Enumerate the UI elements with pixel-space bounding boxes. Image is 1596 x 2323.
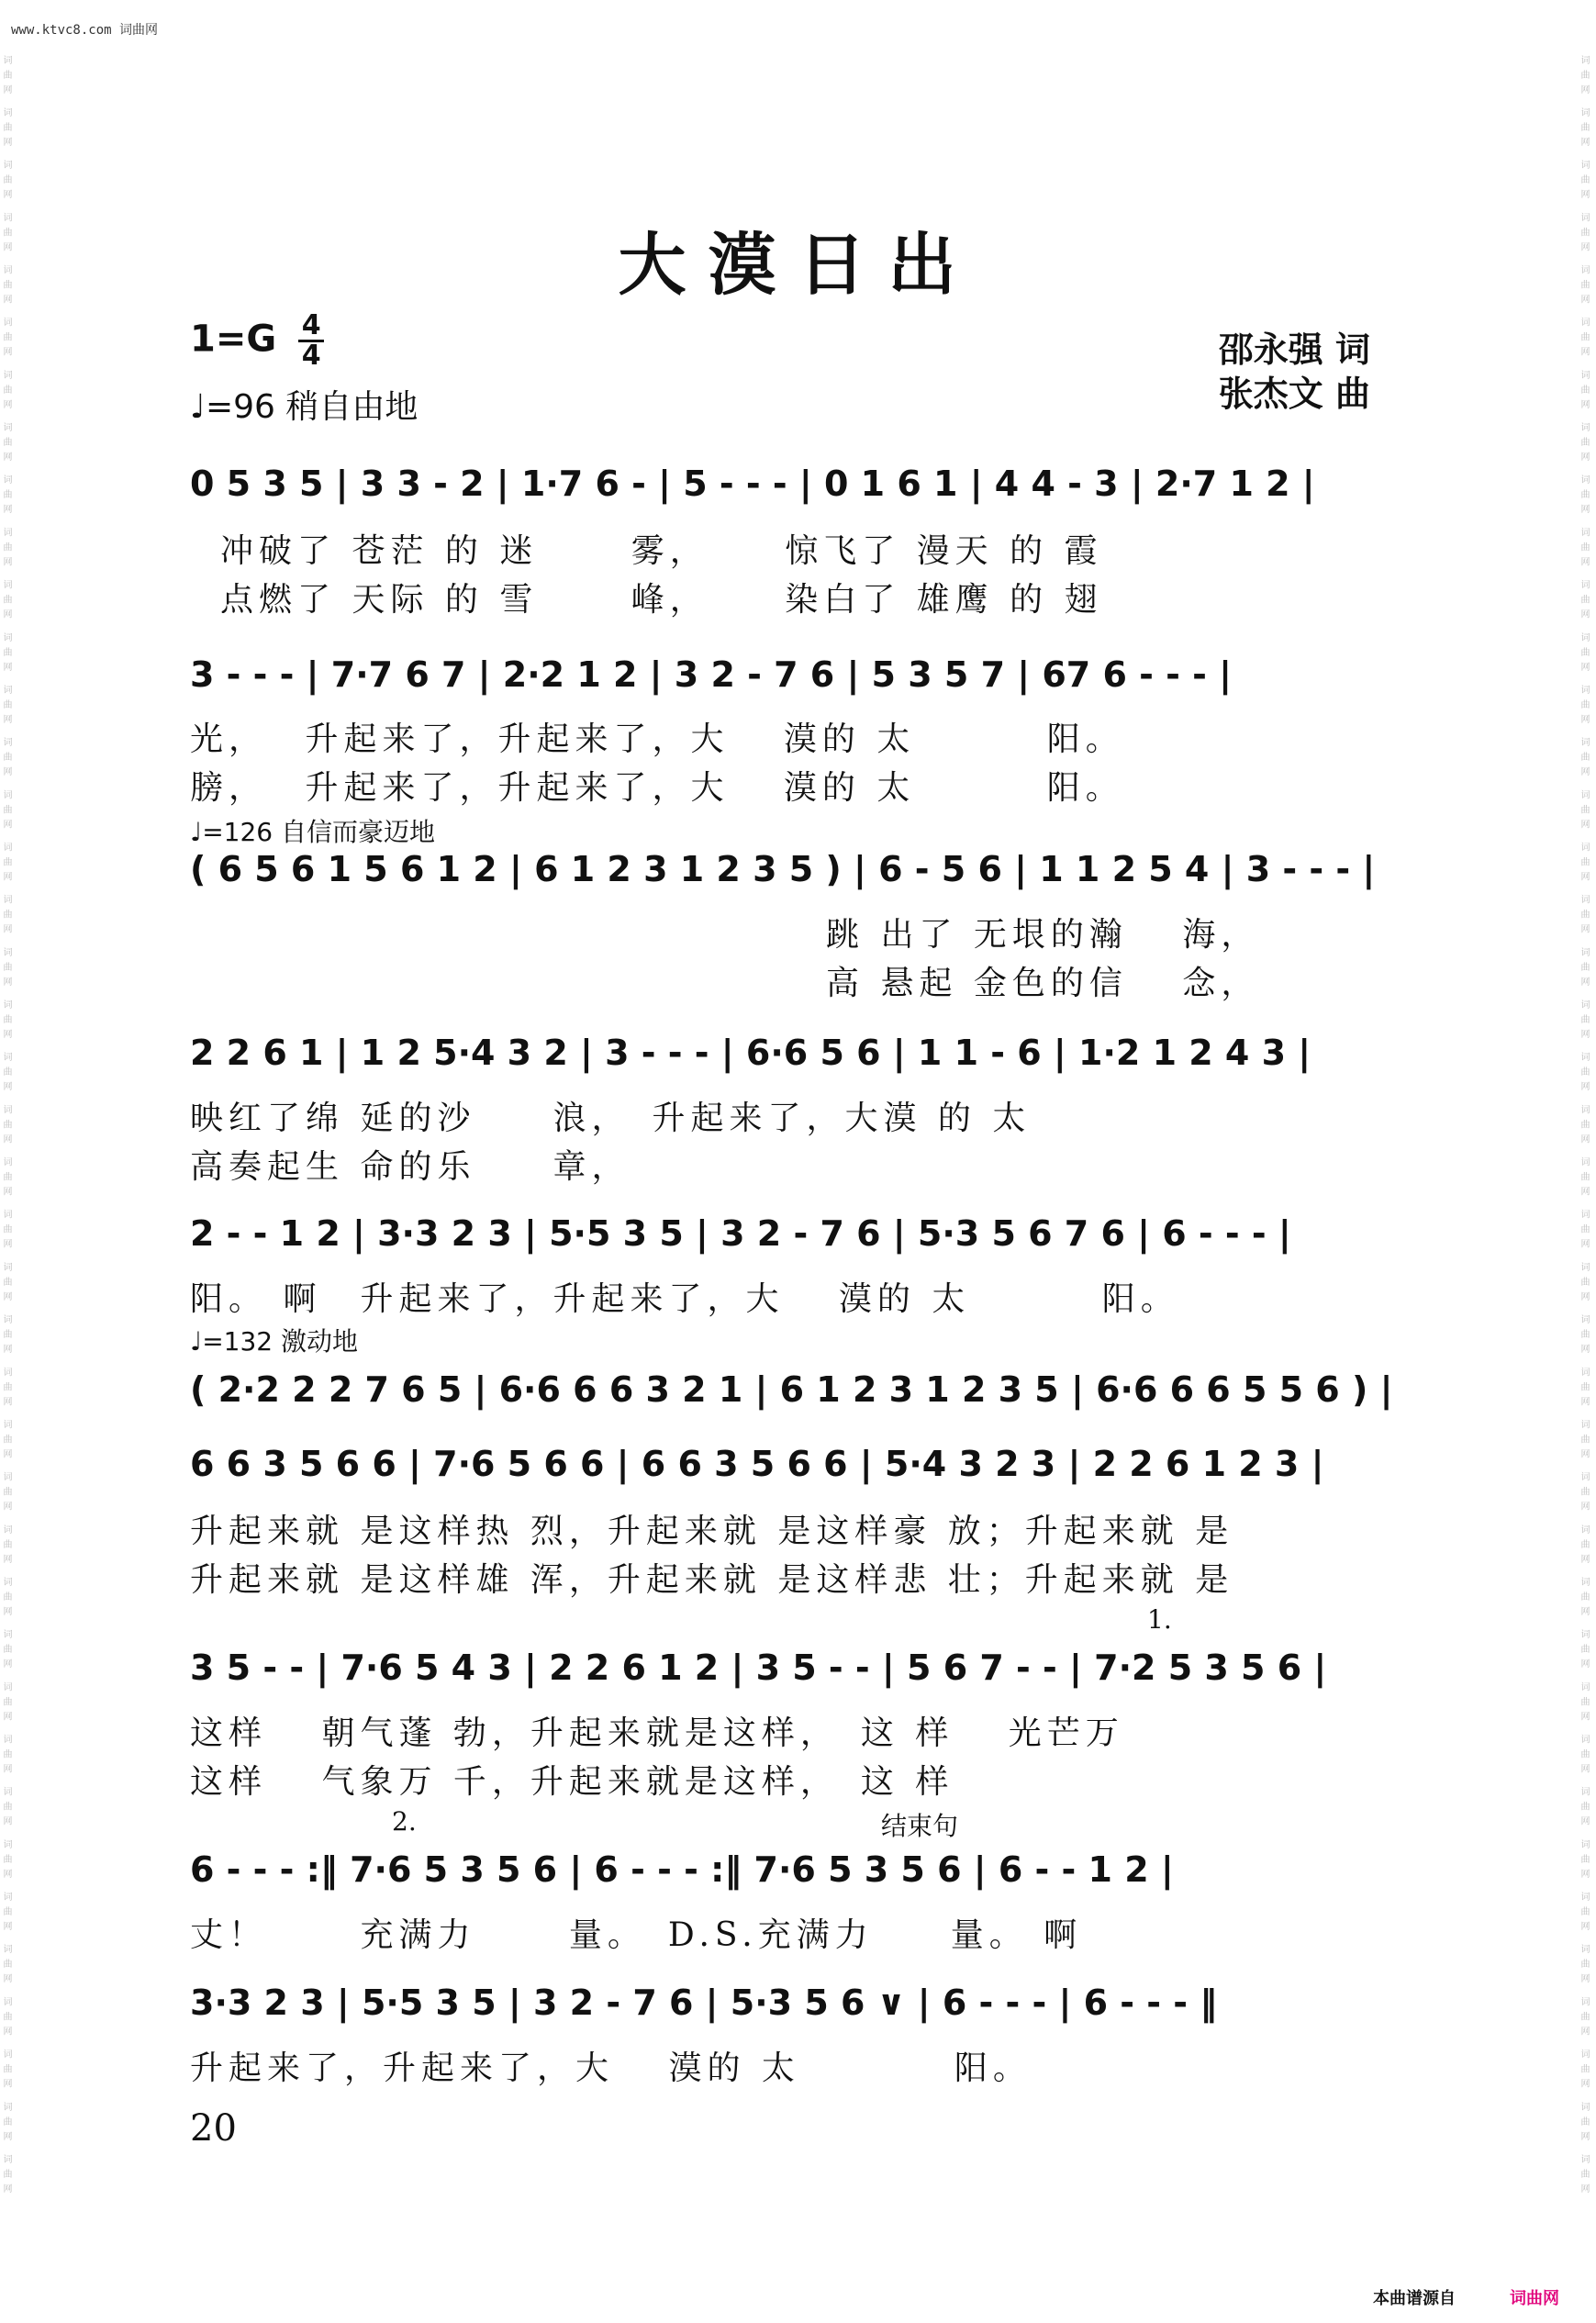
notation-line-10: 3·3 2 3 | 5·5 3 5 | 3 2 - 7 6 | 5·3 5 6 ∨ | 6 - - - | 6 - - - ‖	[190, 1982, 1218, 2023]
footer-source: 本曲谱源自	[1373, 2289, 1456, 2308]
lyric-line-4-verse-2: 高奏起生 命的乐 章，	[190, 1148, 631, 1186]
lyric-line-3-verse-2: 高 悬起 金色的信 念，	[826, 965, 1260, 1002]
first-ending-mark: 1.	[1147, 1604, 1172, 1635]
site-url: www.ktvc8.com 词曲网	[11, 23, 159, 38]
key-label: 1=G	[190, 318, 277, 361]
lyric-line-3-verse-1: 跳 出了 无垠的瀚 海，	[826, 916, 1260, 954]
lyric-line-1-verse-2: 点燃了 天际 的 雪 峰， 染白了 雄鹰 的 翅	[220, 581, 1103, 619]
lyric-line-9: 丈！ 充满力 量。 D.S.充满力 量。 啊	[190, 1916, 1083, 1954]
edge-watermark-left: 词曲网 词曲网 词曲网 词曲网 词曲网 词曲网 词曲网 词曲网 词曲网 词曲网 词曲网 词曲网 词曲网 词曲网 词曲网 词曲网 词曲网 词曲网 词曲网 词曲网 词曲网 词曲网 词曲网 词曲网 词曲网 词曲网 词曲网 词曲网 词曲网 词曲网 词曲网 词曲网 词曲网 词曲网 词曲网 词曲网 词曲网 词曲网 词曲网 词曲网 词曲网	[1, 55, 11, 2199]
notation-line-4: 2 2 6 1 | 1 2 5·4 3 2 | 3 - - - | 6·6 5 6 | 1 1 - 6 | 1·2 1 2 4 3 |	[190, 1033, 1311, 1073]
page-number: 20	[190, 2107, 237, 2150]
key-signature	[190, 309, 324, 372]
lyric-line-1-verse-1: 冲破了 苍茫 的 迷 雾， 惊飞了 漫天 的 霞	[220, 532, 1103, 570]
notation-line-1: 0 5 3 5 | 3 3 - 2 | 1·7 6 - | 5 - - - | 0 1 6 1 | 4 4 - 3 | 2·7 1 2 |	[190, 463, 1315, 504]
lyric-line-8-verse-2: 这样 气象万 千，升起来就是这样， 这 样	[190, 1763, 954, 1801]
notation-line-6: ( 2·2 2 2 7 6 5 | 6·6 6 6 3 2 1 | 6 1 2 3 1 2 3 5 | 6·6 6 6 5 5 6 ) |	[190, 1369, 1393, 1410]
second-ending-mark: 2.	[392, 1806, 417, 1837]
edge-watermark-right: 词曲网 词曲网 词曲网 词曲网 词曲网 词曲网 词曲网 词曲网 词曲网 词曲网 词曲网 词曲网 词曲网 词曲网 词曲网 词曲网 词曲网 词曲网 词曲网 词曲网 词曲网 词曲网 词曲网 词曲网 词曲网 词曲网 词曲网 词曲网 词曲网 词曲网 词曲网 词曲网 词曲网 词曲网 词曲网 词曲网 词曲网 词曲网 词曲网 词曲网 词曲网	[1579, 55, 1589, 2199]
lyric-line-7-verse-2: 升起来就 是这样雄 浑，升起来就 是这样悲 壮；升起来就 是	[190, 1561, 1234, 1599]
lyric-line-8-verse-1: 这样 朝气蓬 勃，升起来就是这样， 这 样 光芒万	[190, 1714, 1124, 1752]
notation-line-9: 6 - - - :‖ 7·6 5 3 5 6 | 6 - - - :‖ 7·6 5 3 5 6 | 6 - - 1 2 |	[190, 1849, 1174, 1890]
notation-line-5: 2 - - 1 2 | 3·3 2 3 | 5·5 3 5 | 3 2 - 7 6 | 5·3 5 6 7 6 | 6 - - - |	[190, 1213, 1291, 1254]
lyric-line-2-verse-1: 光， 升起来了，升起来了，大 漠的 太 阳。	[190, 720, 1124, 758]
time-bottom: 4	[301, 340, 321, 372]
tempo-change-1: ♩=126 自信而豪迈地	[190, 817, 436, 847]
lyricist: 邵永强 词	[1218, 329, 1370, 370]
tempo-change-2: ♩=132 激动地	[190, 1326, 359, 1357]
notation-line-3: ( 6 5 6 1 5 6 1 2 | 6 1 2 3 1 2 3 5 ) | 6 - 5 6 | 1 1 2 5 4 | 3 - - - |	[190, 849, 1376, 889]
notation-line-7: 6 6 3 5 6 6 | 7·6 5 6 6 | 6 6 3 5 6 6 | 5·4 3 2 3 | 2 2 6 1 2 3 |	[190, 1444, 1324, 1484]
tempo-intro: ♩=96 稍自由地	[190, 388, 419, 426]
time-signature	[298, 309, 324, 372]
lyric-line-2-verse-2: 膀， 升起来了，升起来了，大 漠的 太 阳。	[190, 769, 1124, 807]
notation-line-2: 3 - - - | 7·7 6 7 | 2·2 1 2 | 3 2 - 7 6 | 5 3 5 7 | 67 6 - - - |	[190, 654, 1233, 695]
lyric-line-5: 阳。 啊 升起来了，升起来了，大 漠的 太 阳。	[190, 1280, 1179, 1318]
lyric-line-10: 升起来了，升起来了，大 漠的 太 阳。	[190, 2049, 1032, 2087]
notation-line-8: 3 5 - - | 7·6 5 4 3 | 2 2 6 1 2 | 3 5 - - | 5 6 7 - - | 7·2 5 3 5 6 |	[190, 1647, 1327, 1688]
time-top: 4	[301, 309, 321, 341]
footer-site: 词曲网	[1510, 2289, 1559, 2308]
ending-phrase-mark: 结束句	[881, 1811, 959, 1841]
lyric-line-4-verse-1: 映红了绵 延的沙 浪， 升起来了，大漠 的 太	[190, 1100, 1032, 1137]
lyric-line-7-verse-1: 升起来就 是这样热 烈，升起来就 是这样豪 放；升起来就 是	[190, 1513, 1234, 1550]
composer: 张杰文 曲	[1218, 374, 1370, 414]
song-title: 大漠日出	[618, 226, 978, 305]
